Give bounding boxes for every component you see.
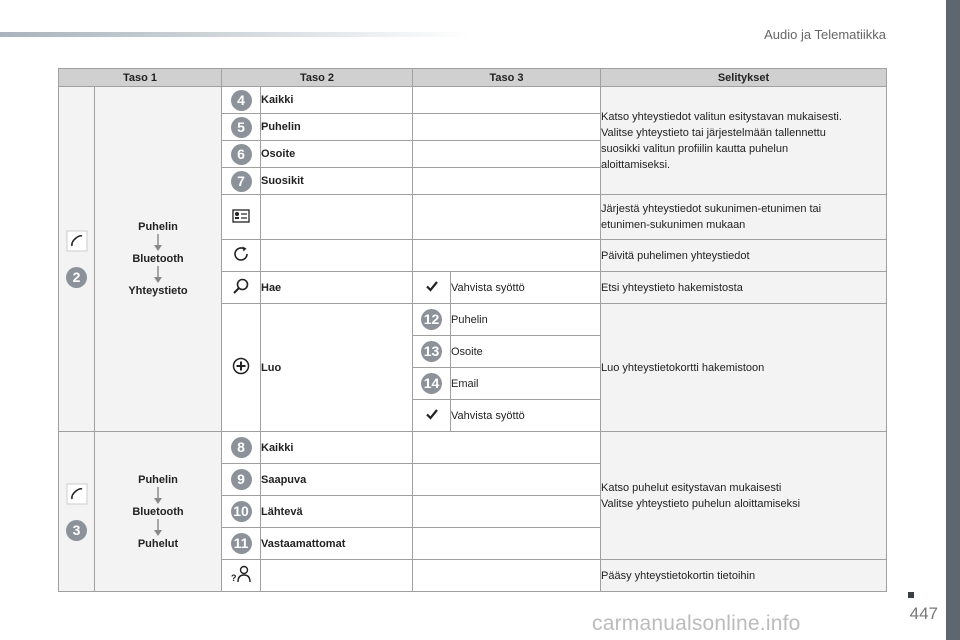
chain-item: Bluetooth: [132, 253, 184, 265]
badge-cell: [222, 528, 261, 560]
desc-line: Järjestä yhteystiedot sukunimen-etunimen tai: [601, 203, 822, 215]
chain-item: Yhteystieto: [128, 285, 188, 297]
empty-cell: [413, 141, 601, 168]
field-label: Email: [451, 368, 601, 400]
level2-chain-contacts: [95, 87, 222, 432]
badge-cell: [222, 432, 261, 464]
callout-badge: 11: [231, 533, 252, 554]
col-header-level2: Taso 2: [222, 69, 413, 87]
checkmark-icon: [426, 408, 438, 420]
page-number: [910, 604, 938, 624]
page-marker: [908, 592, 914, 598]
empty-cell: [413, 464, 601, 496]
refresh-icon: [232, 245, 250, 263]
chain-item: Bluetooth: [132, 505, 184, 518]
callout-badge: 5: [231, 117, 252, 138]
desc-line: Valitse yhteystieto puhelun aloittamiseksi: [601, 497, 801, 510]
badge-cell: [222, 141, 261, 168]
menu-label: Lähtevä: [261, 496, 413, 528]
menu-label: Saapuva: [261, 464, 413, 496]
arrow-down-icon: [152, 486, 164, 506]
checkmark-icon: [426, 280, 438, 292]
callout-badge: 12: [421, 309, 442, 330]
empty-cell: [413, 496, 601, 528]
contact-access-description: Pääsy yhteystietokortin tietoihin: [601, 560, 887, 592]
view-description: [601, 87, 887, 195]
chain-item: Puhelin: [138, 473, 178, 486]
icon-cell: [222, 304, 261, 432]
sort-description: [601, 195, 887, 240]
menu-label: Puhelin: [261, 114, 413, 141]
phone-handset-icon: [66, 230, 88, 252]
chain-item: Puhelut: [137, 537, 179, 550]
callout-badge: 2: [66, 267, 87, 288]
field-label: Osoite: [451, 336, 601, 368]
callout-badge: 6: [231, 144, 252, 165]
empty-cell: [413, 560, 601, 592]
callout-badge: 7: [231, 171, 252, 192]
badge-cell: [413, 304, 451, 336]
table-row: [59, 432, 887, 464]
field-label: Puhelin: [451, 304, 601, 336]
empty-cell: [413, 528, 601, 560]
side-bar: [946, 0, 960, 640]
empty-cell: [413, 114, 601, 141]
badge-cell: [413, 368, 451, 400]
level1-cell-contacts: [59, 87, 95, 432]
badge-cell: [222, 168, 261, 195]
empty-cell: [413, 168, 601, 195]
col-header-level1: Taso 1: [59, 69, 222, 87]
svg-text:?: ?: [231, 573, 237, 583]
menu-label: Luo: [261, 304, 413, 432]
icon-cell: [413, 272, 451, 304]
level2-chain-calls: [95, 432, 222, 592]
menu-label: Suosikit: [261, 168, 413, 195]
table-header-row: [59, 69, 887, 87]
callout-badge: 4: [231, 90, 252, 111]
badge-cell: [222, 87, 261, 114]
empty-cell: [413, 195, 601, 240]
arrow-down-icon: [152, 233, 164, 253]
calls-description: [601, 432, 887, 560]
badge-cell: [222, 496, 261, 528]
sort-contacts-icon: [232, 209, 250, 223]
icon-cell: [222, 560, 261, 592]
search-description: Etsi yhteystieto hakemistosta: [601, 272, 887, 304]
arrow-down-icon: [152, 265, 164, 285]
empty-cell: [413, 87, 601, 114]
header-rule: [0, 32, 470, 37]
watermark: carmanualsonline.info: [592, 612, 801, 635]
callout-badge: 10: [231, 501, 252, 522]
badge-cell: [222, 464, 261, 496]
page-number-text: 447: [909, 604, 938, 623]
confirm-label: Vahvista syöttö: [451, 272, 601, 304]
callout-badge: 13: [421, 341, 442, 362]
level1-cell-calls: [59, 432, 95, 592]
menu-label: Kaikki: [261, 432, 413, 464]
section-title: Audio ja Telematiikka: [764, 27, 886, 42]
desc-line: etunimen-sukunimen mukaan: [601, 219, 746, 231]
callout-badge: 8: [231, 437, 252, 458]
phone-handset-icon: [66, 483, 88, 505]
empty-cell: [261, 195, 413, 240]
icon-cell: [222, 240, 261, 272]
empty-cell: [261, 560, 413, 592]
badge-cell: [222, 114, 261, 141]
contact-info-icon: [230, 565, 252, 583]
menu-table: [58, 68, 887, 592]
desc-line: Katso puhelut esitystavan mukaisesti: [601, 481, 782, 494]
menu-label: Hae: [261, 272, 413, 304]
menu-label: Vastaamattomat: [261, 528, 413, 560]
callout-badge: 14: [421, 373, 442, 394]
create-description: Luo yhteystietokortti hakemistoon: [601, 304, 887, 432]
menu-label: Osoite: [261, 141, 413, 168]
badge-cell: [413, 336, 451, 368]
callout-badge: 9: [231, 469, 252, 490]
empty-cell: [413, 432, 601, 464]
icon-cell: [222, 195, 261, 240]
refresh-description: Päivitä puhelimen yhteystiedot: [601, 240, 887, 272]
add-circle-icon: [232, 357, 250, 375]
desc-line: Katso yhteystiedot valitun esitystavan mukaisesti.: [601, 110, 842, 123]
desc-line: Valitse yhteystieto tai järjestelmään tallennettu: [601, 126, 826, 139]
desc-line: aloittamiseksi.: [601, 158, 671, 171]
confirm-label: Vahvista syöttö: [451, 400, 601, 432]
table-row: [59, 87, 887, 114]
icon-cell: [222, 272, 261, 304]
col-header-notes: Selitykset: [601, 69, 887, 87]
chain-item: Puhelin: [138, 221, 178, 233]
search-icon: [232, 277, 250, 295]
arrow-down-icon: [152, 518, 164, 538]
icon-cell: [413, 400, 451, 432]
empty-cell: [261, 240, 413, 272]
menu-label: Kaikki: [261, 87, 413, 114]
callout-badge: 3: [66, 520, 87, 541]
col-header-level3: Taso 3: [413, 69, 601, 87]
empty-cell: [413, 240, 601, 272]
desc-line: suosikki valitun profiilin kautta puhelun: [601, 142, 789, 155]
